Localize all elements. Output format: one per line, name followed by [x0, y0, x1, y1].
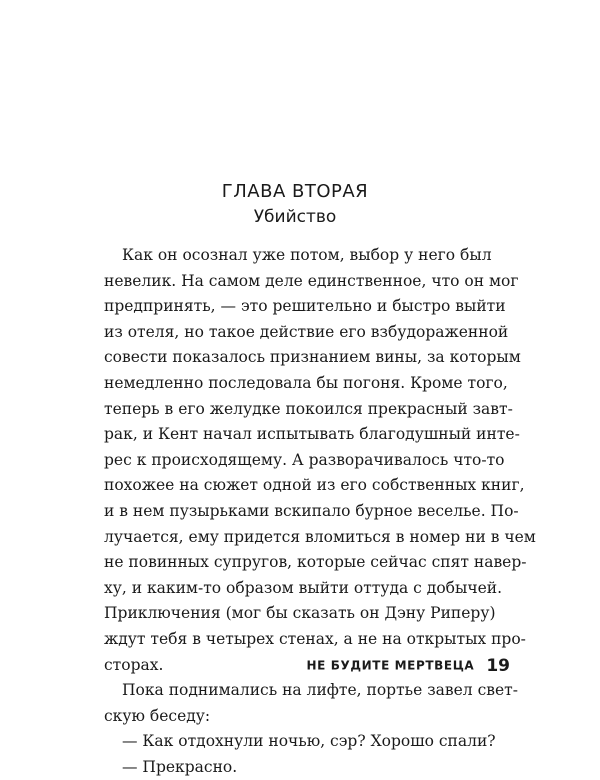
text-line: немедленно последовала бы погоня. Кроме того,	[104, 373, 508, 392]
text-line: похожее на сюжет одной из его собственных книг,	[104, 476, 525, 495]
text-line: лучается, ему придется вломиться в номер ни в чем	[104, 527, 536, 546]
text-line: рес к происходящему. А разворачивалось что-то	[104, 450, 505, 469]
text-line: предпринять, — это решительно и быстро выйти	[104, 297, 506, 316]
text-line: и в нем пузырьками вскипало бурное веселье. По-	[104, 501, 519, 520]
text-line: рак, и Кент начал испытывать благодушный инте-	[104, 425, 520, 444]
text-line: — Как отдохнули ночью, сэр? Хорошо спали?	[122, 732, 496, 751]
text-line: совести показалось признанием вины, за которым	[104, 348, 521, 367]
text-line: из отеля, но такое действие его взбудораженной	[104, 322, 509, 341]
text-line: Приключения (мог бы сказать он Дэну Риперу)	[104, 604, 496, 623]
page-number: 19	[486, 655, 510, 676]
chapter-title: ГЛАВА ВТОРАЯ	[221, 181, 369, 202]
text-line: — Прекрасно.	[122, 757, 238, 776]
text-line: ждут тебя в четырех стенах, а не на открытых про-	[104, 629, 526, 648]
text-line: Пока поднимались на лифте, портье завел свет-	[122, 681, 518, 700]
text-line: Как он осознал уже потом, выбор у него был	[122, 246, 492, 264]
text-line: ху, и каким-то образом выйти оттуда с добычей.	[104, 578, 503, 597]
text-line: теперь в его желудке покоился прекрасный завт-	[104, 399, 513, 418]
text-line: сторах.	[104, 655, 164, 674]
text-line: не повинных супругов, которые сейчас спят навер-	[104, 553, 527, 572]
chapter-subtitle: Убийство	[253, 207, 337, 227]
footer-book-title: НЕ БУДИТЕ МЕРТВЕЦА	[306, 658, 475, 673]
running-footer	[270, 655, 510, 676]
text-line: скую беседу:	[104, 706, 211, 725]
text-line: невелик. На самом деле единственное, что он мог	[104, 271, 519, 290]
